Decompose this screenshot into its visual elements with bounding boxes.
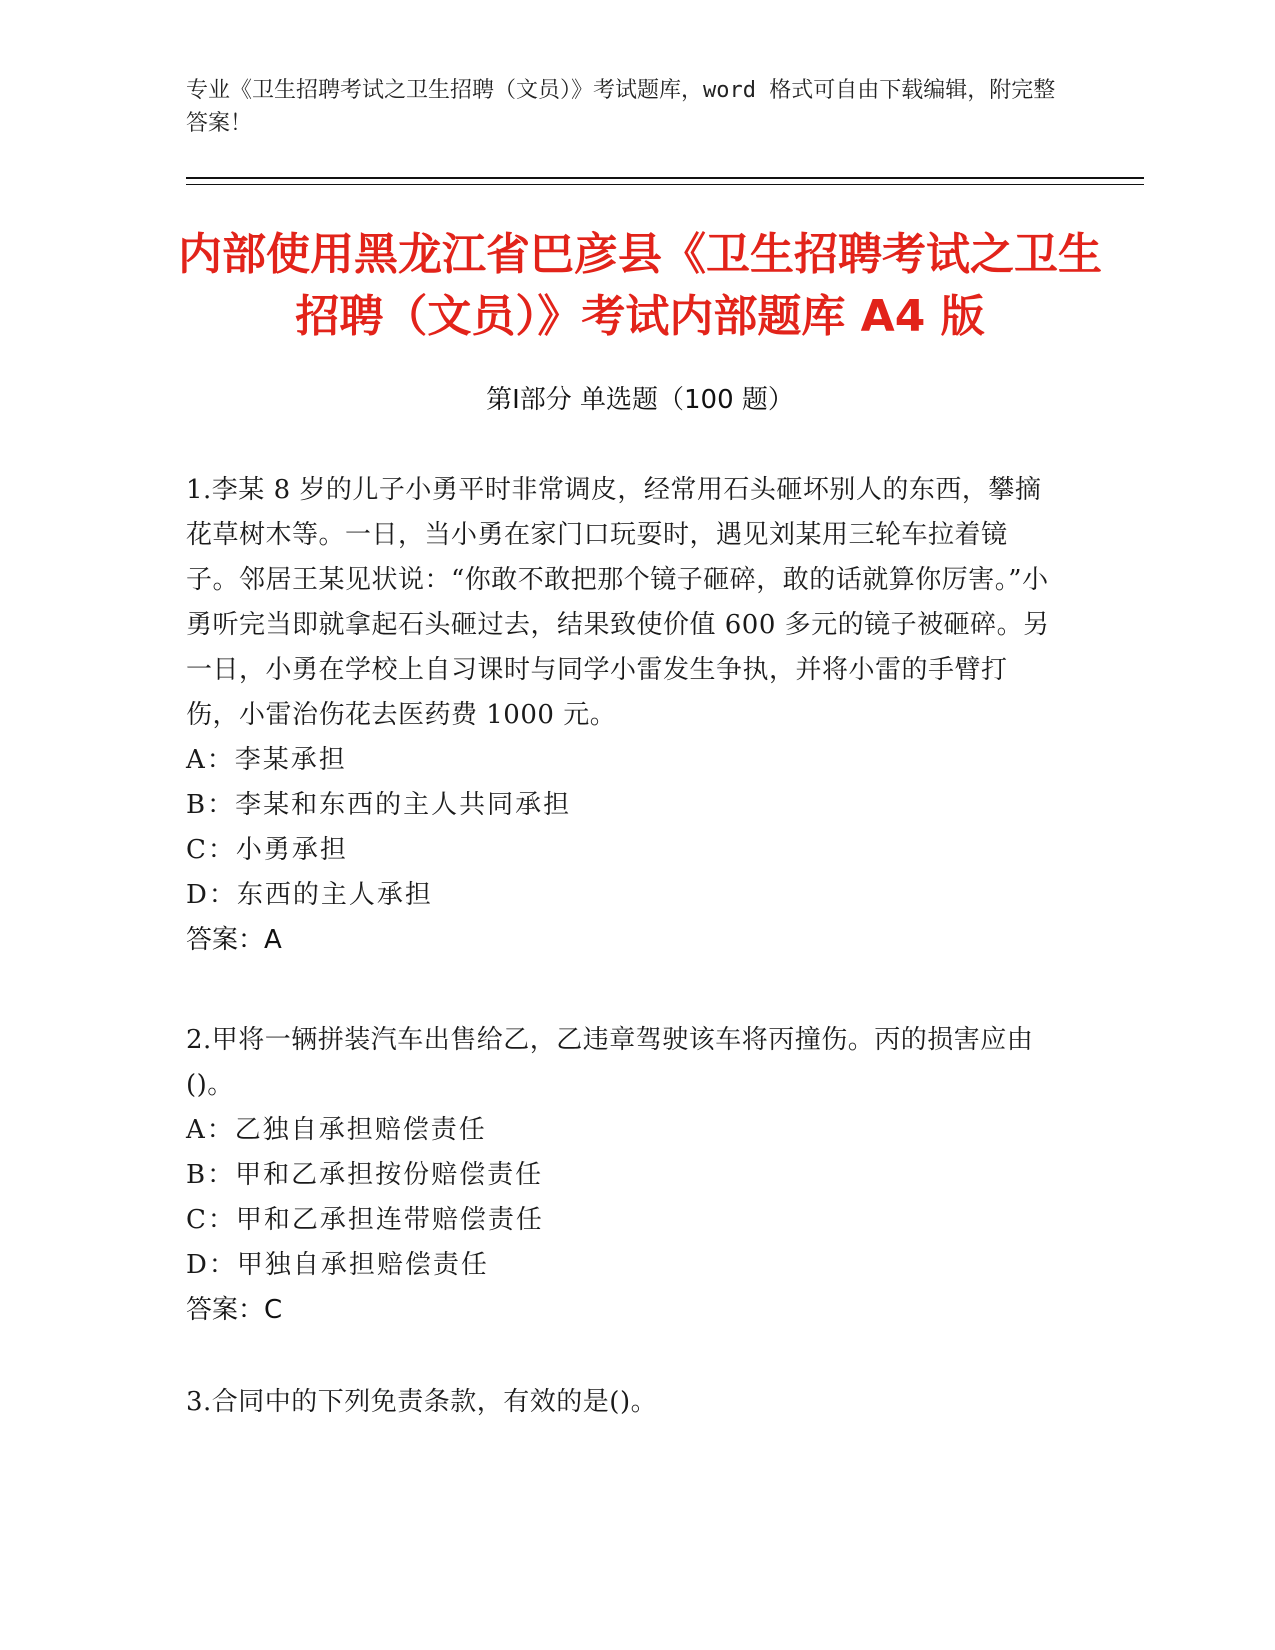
header-divider-thick — [186, 177, 1144, 179]
answer-line: 答案：A — [186, 925, 282, 955]
answer-line: 答案：C — [186, 1295, 283, 1325]
question-text: 2.甲将一辆拼装汽车出售给乙，乙违章驾驶该车将丙撞伤。丙的损害应由()。 — [186, 1025, 1034, 1100]
header-note: 专业《卫生招聘考试之卫生招聘（文员）》考试题库，word 格式可自由下载编辑，附完整答案！ — [186, 78, 1056, 136]
option-d: D：甲独自承担赔偿责任 — [186, 1250, 489, 1280]
option-d: D：东西的主人承担 — [186, 880, 433, 910]
section-heading: 第Ⅰ部分 单选题（100 题） — [486, 385, 794, 415]
option-b: B：李某和东西的主人共同承担 — [186, 790, 572, 820]
question-2 — [186, 1018, 1056, 1333]
question-1 — [186, 468, 1056, 963]
header-divider-thin — [186, 184, 1144, 185]
option-c: C：小勇承担 — [186, 835, 348, 865]
question-text: 1.李某 8 岁的儿子小勇平时非常调皮，经常用石头砸坏别人的东西，攀摘花草树木等。一日，当小勇在家门口玩耍时，遇见刘某用三轮车拉着镜子。邻居王某见状说：“你敢不敢把那个镜子砸碎，敢的话就算你厉害。”小勇听完当即就拿起石头砸过去，结果致使价值 600 多元的镜子被砸碎。另一日，小勇在学校上自习课时与同学小雷发生争执，并将小雷的手臂打伤，小雷治伤花去医药费 1000 元。 — [186, 475, 1050, 730]
question-text: 3.合同中的下列免责条款，有效的是()。 — [186, 1387, 658, 1417]
option-c: C：甲和乙承担连带赔偿责任 — [186, 1205, 544, 1235]
option-a: A：乙独自承担赔偿责任 — [186, 1115, 487, 1145]
document-title: 内部使用黑龙江省巴彦县《卫生招聘考试之卫生招聘（文员）》考试内部题库 A4 版 — [178, 229, 1102, 342]
question-3 — [186, 1380, 1056, 1425]
option-a: A：李某承担 — [186, 745, 347, 775]
option-b: B：甲和乙承担按份赔偿责任 — [186, 1160, 544, 1190]
